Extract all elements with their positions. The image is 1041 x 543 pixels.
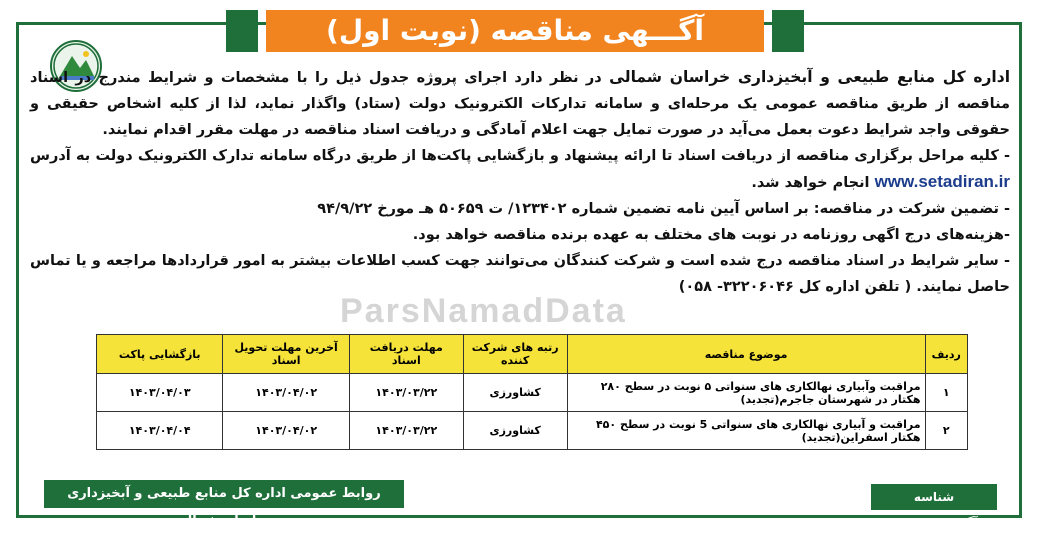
cell-rank: کشاورزی: [463, 412, 567, 450]
table-header-row: [97, 335, 968, 374]
header-receive-deadline: مهلت دریافت اسناد: [349, 335, 463, 374]
cell-delivery-deadline: ۱۴۰۳/۰۴/۰۲: [223, 412, 349, 450]
table-row: [97, 374, 968, 412]
ad-id-badge: شناسه آگهی:۱۷۲۸۳۰۶: [871, 484, 997, 510]
cell-receive-deadline: ۱۴۰۳/۰۳/۲۲: [349, 374, 463, 412]
watermark: ParsNamadData: [340, 292, 627, 330]
header-subject: موضوع مناقصه: [567, 335, 925, 374]
tender-table: [96, 334, 968, 450]
cell-opening-date: ۱۴۰۳/۰۴/۰۳: [97, 374, 223, 412]
title-accent-left: [226, 10, 258, 52]
announcement-body: [30, 64, 1010, 300]
organization-name: اداره کل منابع طبیعی و آبخیزداری خراسان شمالی: [609, 68, 1011, 86]
intro-paragraph: اداره کل منابع طبیعی و آبخیزداری خراسان شمالی در نظر دارد اجرای پروژه جدول ذیل را با مشخصات و شرایط مندرج در اسناد مناقصه از طریق مناقصه عمومی یک مرحله‌ای و سامانه تدارکات الکترونیک دولت (ستاد) واگذار نماید، لذا از کلیه اشخاص حقیقی و حقوقی واجد شرایط دعوت بعمل می‌آید در صورت تمایل جهت اعلام آمادگی و دریافت اسناد مناقصه در مهلت مقرر اقدام نمایند.: [30, 68, 1011, 138]
cell-row-number: ۱: [925, 374, 967, 412]
cell-opening-date: ۱۴۰۳/۰۴/۰۴: [97, 412, 223, 450]
table-row: [97, 412, 968, 450]
header-row-number: ردیف: [925, 335, 967, 374]
page-title: آگـــهی مناقصه (نوبت اول): [266, 10, 764, 52]
cell-row-number: ۲: [925, 412, 967, 450]
cost-paragraph: -هزینه‌های درج اگهی روزنامه در نوبت های مختلف به عهده برنده مناقصه خواهد بود.: [412, 227, 1010, 243]
public-relations-footer: روابط عمومی اداره کل منابع طبیعی و آبخیزداری خراسان شمالی: [44, 480, 404, 508]
header-opening-date: بازگشایی پاکت: [97, 335, 223, 374]
header-delivery-deadline: آخرین مهلت تحویل اسناد: [223, 335, 349, 374]
title-accent-right: [772, 10, 804, 52]
conditions-paragraph: - سایر شرایط در اسناد مناقصه درج شده است و شرکت کنندگان می‌توانند جهت کسب اطلاعات بیشتر به امور قراردادها مراجعه و یا تماس حاصل نمایند. ( تلفن اداره کل ۳۲۲۰۶۰۴۶- ۰۵۸): [30, 253, 1010, 295]
cell-subject: مراقبت وآبیاری نهالکاری های سنواتی ۵ نوبت در سطح ۲۸۰ هکتار در شهرستان جاجرم(تجدید): [567, 374, 925, 412]
cell-delivery-deadline: ۱۴۰۳/۰۴/۰۲: [223, 374, 349, 412]
cell-rank: کشاورزی: [463, 374, 567, 412]
header-rank: رتبه های شرکت کننده: [463, 335, 567, 374]
guarantee-paragraph: - تضمین شرکت در مناقصه: بر اساس آیین نامه تضمین شماره ۱۲۳۴۰۲/ ت ۵۰۶۵۹ هـ مورخ ۹۴/۹/۲۲: [317, 201, 1010, 217]
title-banner: [226, 10, 804, 52]
cell-receive-deadline: ۱۴۰۳/۰۳/۲۲: [349, 412, 463, 450]
setad-link[interactable]: www.setadiran.ir: [874, 172, 1010, 191]
process-paragraph: - کلیه مراحل برگزاری مناقصه از دریافت اسناد تا ارائه پیشنهاد و بازگشایی پاکت‌ها از طریق درگاه سامانه تدارک الکترونیک دولت به آدرس www.setadiran.ir انجام خواهد شد.: [30, 148, 1010, 191]
cell-subject: مراقبت و آبیاری نهالکاری های سنواتی 5 نوبت در سطح ۴۵۰ هکتار اسفراین(تجدید): [567, 412, 925, 450]
